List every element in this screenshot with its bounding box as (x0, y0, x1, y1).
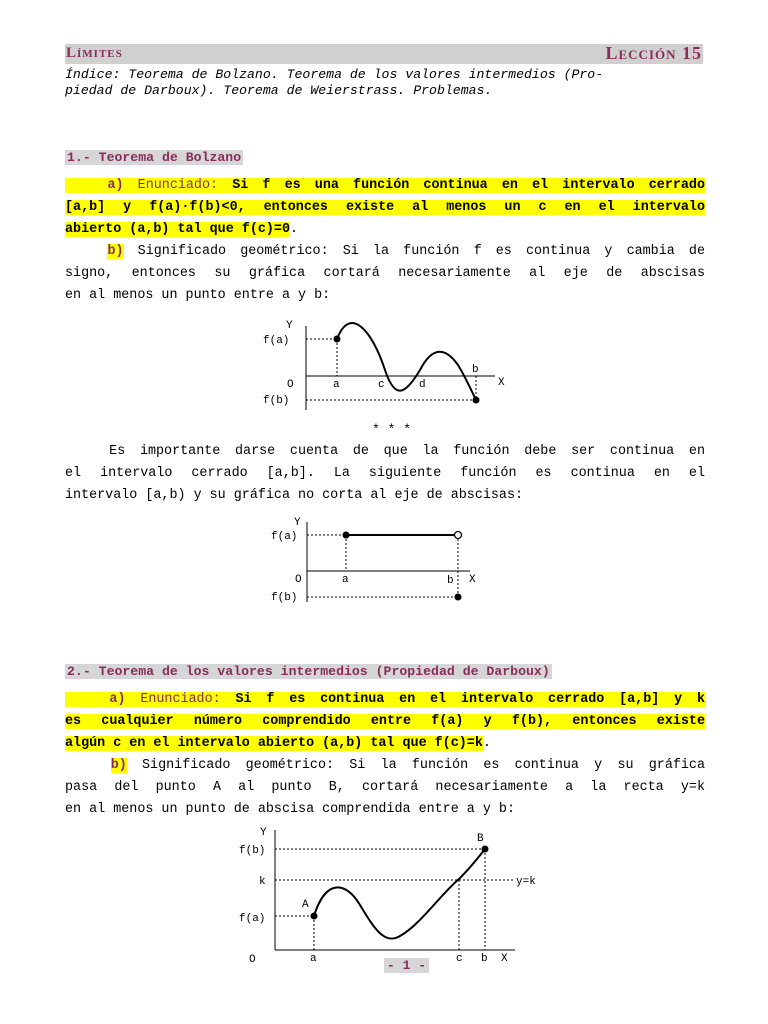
fig3-origin-label: O (249, 954, 256, 964)
fig1-point-b (473, 397, 480, 404)
fig1-x-label: X (498, 377, 505, 389)
section-2-heading (65, 662, 552, 680)
fig2-y-label: Y (294, 517, 301, 529)
s2-a-label: a) (109, 692, 126, 707)
fig3-fb-label: f(b) (239, 845, 266, 857)
s2-statement-line-1 (65, 689, 705, 711)
s1-statement-line-2 (65, 197, 705, 219)
s2-a-intro: Enunciado: (140, 692, 221, 707)
s2-geom-line-2: pasa del punto A al punto B, cortará necesariamente a la recta y=k (65, 780, 705, 795)
fig1-fb-label: f(b) (263, 395, 290, 407)
fig3-c-tick: c (456, 953, 463, 964)
header-left-title: Límites (66, 45, 123, 61)
s2-b-label: b) (110, 758, 127, 773)
section-1-heading (65, 148, 243, 166)
s1-a-text-3: abierto (a,b) tal que f(c)=0 (65, 222, 290, 237)
fig1-curve (337, 323, 476, 400)
s1-a-end: . (290, 222, 299, 237)
fig3-x-label: X (501, 953, 508, 964)
s1-para-text-1: Es importante darse cuenta de que la función debe ser continua en (109, 444, 705, 459)
index-line-1: Índice: Teorema de Bolzano. Teorema de los valores intermedios (Pro- (65, 67, 604, 82)
fig3-y-label: Y (260, 827, 267, 839)
section-1-title: 1.- Teorema de Bolzano (67, 150, 242, 165)
discontinuous-graph (262, 512, 492, 607)
fig3-b-tick: b (481, 953, 488, 964)
fig1-d-tick: d (419, 379, 426, 391)
s1-a-text-1: Si f es una función continua en el intervalo cerrado (232, 178, 706, 193)
s1-geom-line-2: signo, entonces su gráfica cortará necesariamente al eje de abscisas (65, 266, 705, 281)
fig1-fa-label: f(a) (263, 335, 290, 347)
s1-a-label: a) (107, 178, 124, 193)
fig1-point-a (334, 336, 341, 343)
s2-geom-line-3: en al menos un punto de abscisa comprendida entre a y b: (65, 802, 515, 817)
index-text (65, 67, 705, 99)
s2-geom-line-1 (65, 755, 705, 777)
fig3-fa-label: f(a) (239, 913, 266, 925)
fig3-a-tick: a (310, 953, 317, 964)
s1-para-line-3: intervalo [a,b) y su gráfica no corta al eje de abscisas: (65, 488, 524, 503)
fig1-c-tick: c (378, 379, 385, 391)
darboux-graph (230, 822, 560, 964)
fig1-a-tick: a (333, 379, 340, 391)
section-2-title: 2.- Teorema de los valores intermedios (Propiedad de Darboux) (67, 664, 550, 679)
s1-para-line-2: el intervalo cerrado [a,b]. La siguiente función es continua en el (65, 466, 705, 481)
fig2-x-label: X (469, 574, 476, 586)
bolzano-graph (255, 312, 515, 417)
s1-geom-line-3: en al menos un punto entre a y b: (65, 288, 331, 303)
s1-geom-line-1 (65, 241, 705, 263)
s1-b-label: b) (107, 244, 124, 259)
fig2-fb-label: f(b) (271, 592, 298, 604)
fig2-open-point-b (455, 532, 462, 539)
fig1-origin-label: O (287, 379, 294, 391)
s1-para-line-1 (65, 441, 705, 463)
s1-statement-line-3 (65, 219, 705, 241)
s1-a-intro: Enunciado: (137, 178, 219, 193)
fig3-A-label: A (302, 899, 309, 911)
fig2-a-tick: a (342, 574, 349, 586)
fig3-yk-label: y=k (516, 876, 536, 888)
s2-a-text-2: es cualquier número comprendido entre f(a) y f(b), entonces existe (65, 714, 705, 729)
s2-b-text-1: Significado geométrico: Si la función es continua y su gráfica (142, 758, 705, 773)
fig3-k-label: k (259, 876, 266, 888)
s1-a-text-2: [a,b] y f(a)·f(b)<0, entonces existe al menos un c en el intervalo (65, 200, 705, 215)
s1-b-text-1: Significado geométrico: Si la función f es continua y cambia de (137, 244, 706, 259)
s2-a-end: . (482, 736, 491, 751)
fig2-b-tick: b (447, 575, 454, 587)
fig2-point-a (343, 532, 350, 539)
fig3-B-label: B (477, 833, 484, 845)
fig1-b-tick: b (472, 364, 479, 376)
fig3-point-B (482, 846, 489, 853)
s2-statement-line-3 (65, 733, 705, 755)
s2-a-text-1: Si f es continua en el intervalo cerrado [a,b] y k (235, 692, 705, 707)
fig2-origin-label: O (295, 574, 302, 586)
fig1-y-label: Y (286, 320, 293, 332)
stars-separator: * * * (372, 422, 412, 437)
s2-a-text-3: algún c en el intervalo abierto (a,b) tal que f(c)=k (65, 736, 483, 751)
page-number: - 1 - (384, 958, 429, 973)
fig2-fa-label: f(a) (271, 531, 298, 543)
fig3-point-A (311, 913, 318, 920)
fig2-point-fb (455, 594, 462, 601)
s1-statement-line-1 (65, 175, 705, 197)
header-right-lesson: Lección 15 (605, 43, 702, 63)
s2-statement-line-2 (65, 711, 705, 733)
index-line-2: piedad de Darboux). Teorema de Weierstrass. Problemas. (65, 83, 493, 98)
